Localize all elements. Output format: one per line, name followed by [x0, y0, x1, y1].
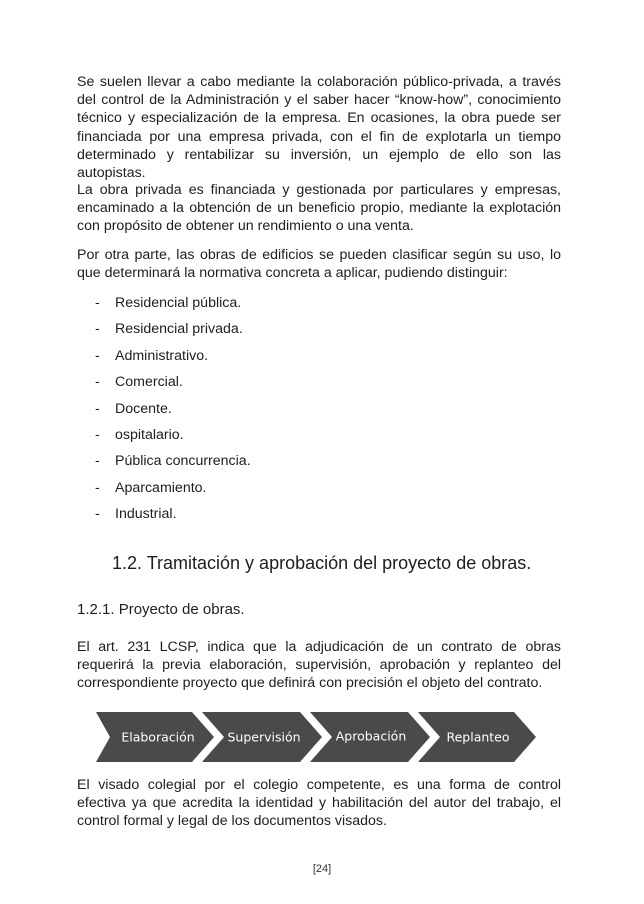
building-use-list — [95, 293, 251, 531]
list-item: - Industrial. — [95, 506, 177, 523]
subsection-heading: 1.2.1. Proyecto de obras. — [77, 601, 245, 618]
list-item: - Comercial. — [95, 374, 183, 391]
process-step-4-label: Replanteo — [446, 729, 510, 745]
list-item: - Pública concurrencia. — [95, 453, 251, 470]
list-item: - Residencial privada. — [95, 321, 243, 338]
paragraph-visado: El visado colegial por el colegio competente, es una forma de control efectiva ya que acredita la identidad y habilitación del autor del trabajo, el control formal y legal de los documentos visados. — [77, 777, 561, 830]
paragraph-classification: Por otra parte, las obras de edificios se pueden clasificar según su uso, lo que determinará la normativa concreta a aplicar, pudiendo distinguir: — [77, 247, 561, 282]
process-step-3-label: Aprobación — [335, 728, 407, 744]
paragraph-public-private: Se suelen llevar a cabo mediante la colaboración público-privada, a través del control de la Administración y el saber hacer “know-how”, conocimiento técnico y especialización de la empresa. En ocasiones, la obra puede ser financiada por una empresa privada, con el fin de explotarla un tiempo determinado y rentabilizar su inversión, un ejemplo de ello son las autopistas. — [77, 74, 561, 182]
paragraph-private-works: La obra privada es financiada y gestionada por particulares y empresas, encaminado a la obtención de un beneficio propio, mediante la explotación con propósito de obtener un rendimiento o una venta. — [77, 182, 561, 235]
process-step-2-label: Supervisión — [227, 729, 301, 745]
list-item: - Aparcamiento. — [95, 479, 207, 496]
list-item: - Docente. — [95, 400, 172, 417]
process-flow-diagram — [96, 712, 536, 762]
paragraph-lcsp: El art. 231 LCSP, indica que la adjudicación de un contrato de obras requerirá la previa elaboración, supervisión, aprobación y replanteo del correspondiente proyecto que definirá con precisión el objeto del contrato. — [77, 639, 561, 692]
section-heading: 1.2. Tramitación y aprobación del proyecto de obras. — [112, 553, 532, 573]
list-item: - ospitalario. — [95, 426, 184, 443]
process-flow-svg — [96, 712, 536, 762]
list-item: - Administrativo. — [95, 347, 209, 364]
process-step-1-label: Elaboración — [121, 729, 195, 745]
page-number: [24] — [312, 863, 332, 875]
list-item: - Residencial pública. — [95, 295, 242, 311]
